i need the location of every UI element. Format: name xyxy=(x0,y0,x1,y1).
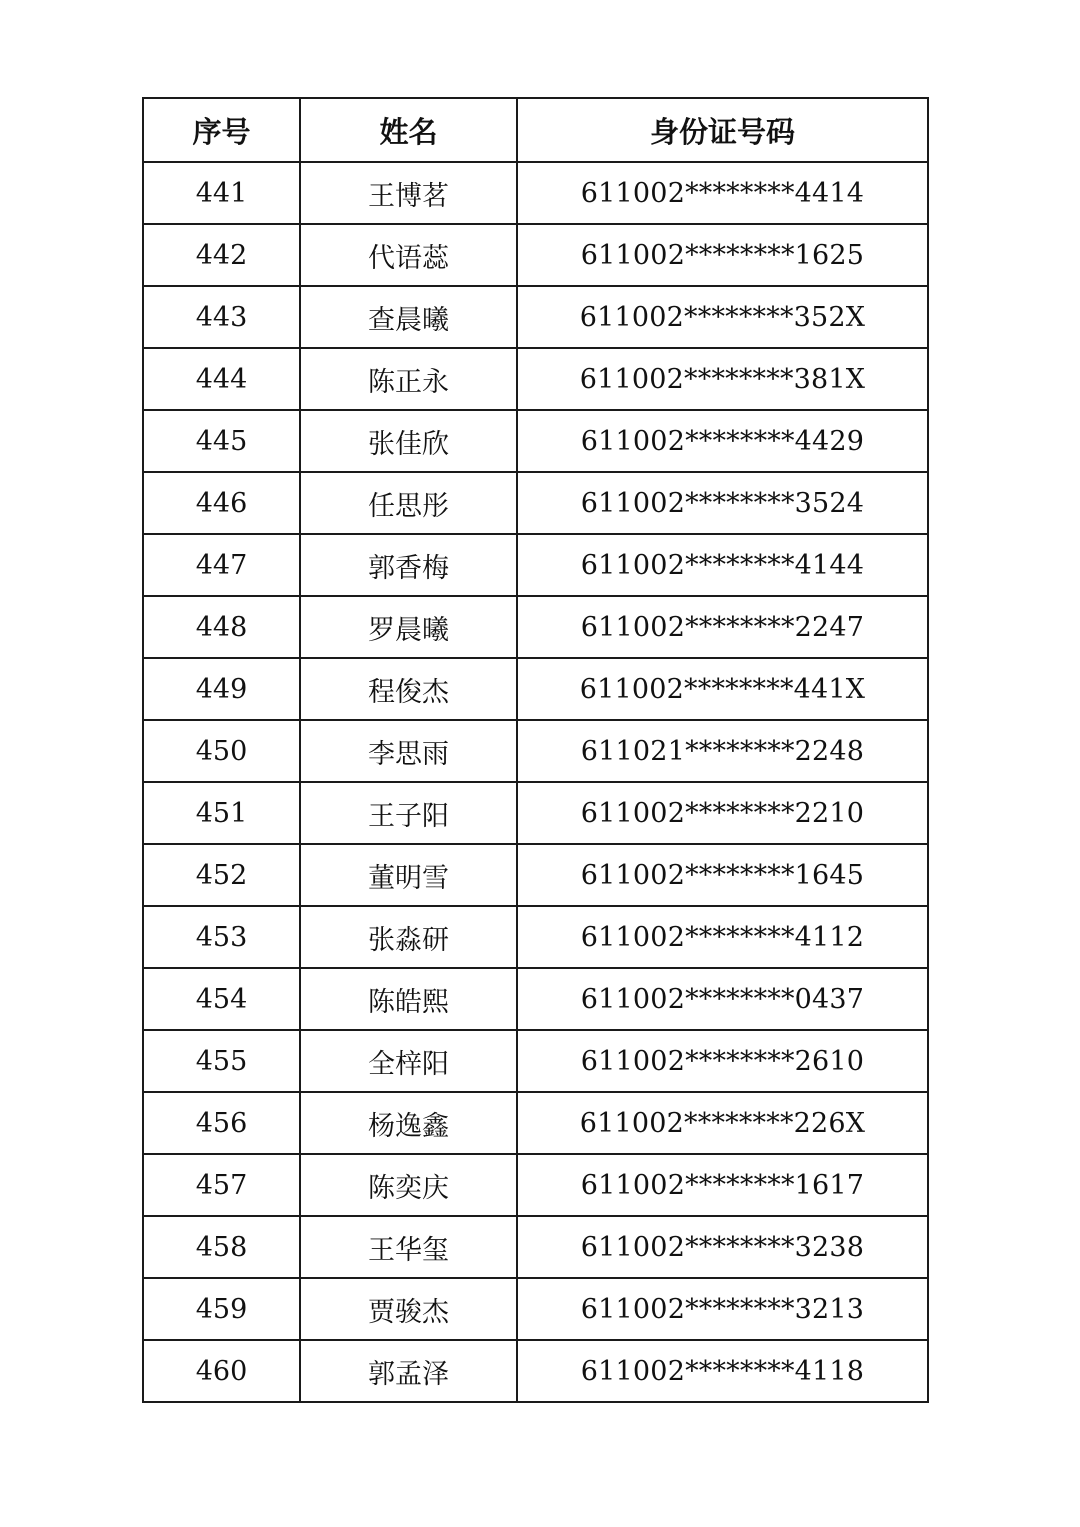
table-row xyxy=(143,844,928,906)
name-cell: 罗晨曦 xyxy=(300,596,517,658)
id-number-cell: 611002********2210 xyxy=(517,782,928,844)
name-cell: 陈正永 xyxy=(300,348,517,410)
id-number-cell: 611002********441X xyxy=(517,658,928,720)
id-number-cell: 611002********2247 xyxy=(517,596,928,658)
id-number-cell: 611002********3524 xyxy=(517,472,928,534)
name-cell: 任思彤 xyxy=(300,472,517,534)
serial-number-cell: 443 xyxy=(143,286,300,348)
table-row xyxy=(143,1154,928,1216)
id-number-cell: 611002********381X xyxy=(517,348,928,410)
id-number-cell: 611002********2610 xyxy=(517,1030,928,1092)
serial-number-cell: 460 xyxy=(143,1340,300,1402)
table-row xyxy=(143,720,928,782)
table-row xyxy=(143,348,928,410)
name-cell: 王博茗 xyxy=(300,162,517,224)
id-number-cell: 611002********1625 xyxy=(517,224,928,286)
name-cell: 陈皓熙 xyxy=(300,968,517,1030)
table-row xyxy=(143,1092,928,1154)
name-cell: 贾骏杰 xyxy=(300,1278,517,1340)
id-number-cell: 611002********4112 xyxy=(517,906,928,968)
serial-number-cell: 453 xyxy=(143,906,300,968)
name-cell: 李思雨 xyxy=(300,720,517,782)
serial-number-cell: 449 xyxy=(143,658,300,720)
header-id-number: 身份证号码 xyxy=(517,98,928,162)
id-number-cell: 611002********226X xyxy=(517,1092,928,1154)
id-number-cell: 611002********4429 xyxy=(517,410,928,472)
name-cell: 董明雪 xyxy=(300,844,517,906)
table-row xyxy=(143,906,928,968)
serial-number-cell: 450 xyxy=(143,720,300,782)
table-row xyxy=(143,224,928,286)
id-number-cell: 611002********0437 xyxy=(517,968,928,1030)
name-cell: 张佳欣 xyxy=(300,410,517,472)
table-body xyxy=(143,162,928,1402)
table-row xyxy=(143,596,928,658)
serial-number-cell: 451 xyxy=(143,782,300,844)
serial-number-cell: 456 xyxy=(143,1092,300,1154)
id-number-cell: 611021********2248 xyxy=(517,720,928,782)
id-number-cell: 611002********4414 xyxy=(517,162,928,224)
table-row xyxy=(143,1340,928,1402)
table-row xyxy=(143,1030,928,1092)
name-cell: 王华玺 xyxy=(300,1216,517,1278)
name-cell: 杨逸鑫 xyxy=(300,1092,517,1154)
serial-number-cell: 457 xyxy=(143,1154,300,1216)
table-row xyxy=(143,658,928,720)
table-row xyxy=(143,1278,928,1340)
name-cell: 郭香梅 xyxy=(300,534,517,596)
serial-number-cell: 441 xyxy=(143,162,300,224)
table-row xyxy=(143,286,928,348)
id-number-cell: 611002********3213 xyxy=(517,1278,928,1340)
serial-number-cell: 446 xyxy=(143,472,300,534)
id-number-cell: 611002********352X xyxy=(517,286,928,348)
name-cell: 全梓阳 xyxy=(300,1030,517,1092)
header-name: 姓名 xyxy=(300,98,517,162)
table-row xyxy=(143,782,928,844)
serial-number-cell: 442 xyxy=(143,224,300,286)
serial-number-cell: 455 xyxy=(143,1030,300,1092)
serial-number-cell: 454 xyxy=(143,968,300,1030)
name-cell: 陈奕庆 xyxy=(300,1154,517,1216)
table-row xyxy=(143,162,928,224)
id-number-cell: 611002********1617 xyxy=(517,1154,928,1216)
name-cell: 查晨曦 xyxy=(300,286,517,348)
table-row xyxy=(143,472,928,534)
id-number-cell: 611002********1645 xyxy=(517,844,928,906)
table-row xyxy=(143,968,928,1030)
name-cell: 代语蕊 xyxy=(300,224,517,286)
id-number-cell: 611002********3238 xyxy=(517,1216,928,1278)
header-serial-number: 序号 xyxy=(143,98,300,162)
table-row xyxy=(143,534,928,596)
serial-number-cell: 448 xyxy=(143,596,300,658)
table-row xyxy=(143,410,928,472)
header-row xyxy=(143,98,928,162)
table-row xyxy=(143,1216,928,1278)
name-cell: 王子阳 xyxy=(300,782,517,844)
roster-table xyxy=(142,97,929,1403)
serial-number-cell: 447 xyxy=(143,534,300,596)
serial-number-cell: 444 xyxy=(143,348,300,410)
name-cell: 张淼研 xyxy=(300,906,517,968)
serial-number-cell: 452 xyxy=(143,844,300,906)
id-number-cell: 611002********4118 xyxy=(517,1340,928,1402)
name-cell: 程俊杰 xyxy=(300,658,517,720)
id-number-cell: 611002********4144 xyxy=(517,534,928,596)
name-cell: 郭孟泽 xyxy=(300,1340,517,1402)
serial-number-cell: 459 xyxy=(143,1278,300,1340)
serial-number-cell: 458 xyxy=(143,1216,300,1278)
serial-number-cell: 445 xyxy=(143,410,300,472)
